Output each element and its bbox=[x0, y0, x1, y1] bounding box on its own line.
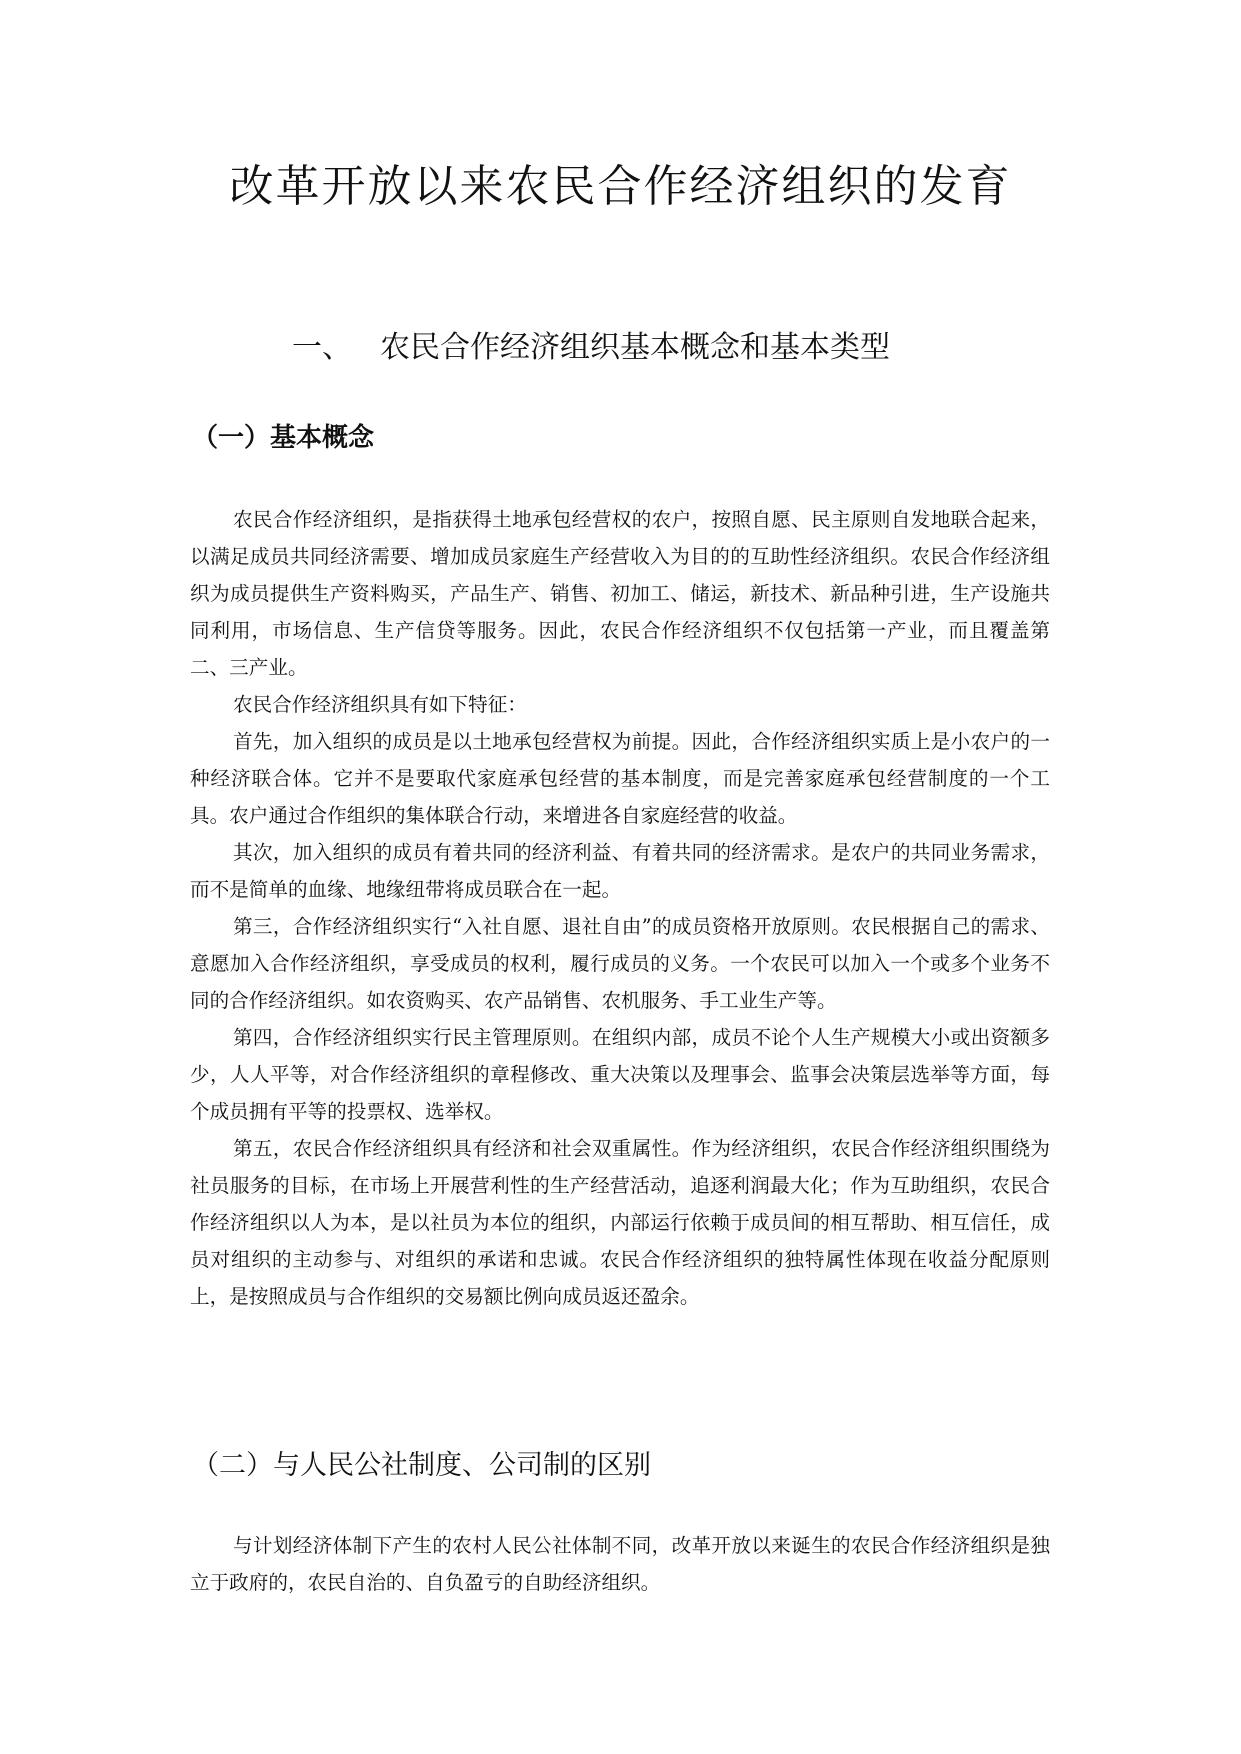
document-title: 改革开放以来农民合作经济组织的发育 bbox=[229, 161, 1012, 212]
paragraph-feature-fifth: 第五，农民合作经济组织具有经济和社会双重属性。作为经济组织，农民合作经济组织围绕为社员服务的目标，在市场上开展营利性的生产经营活动，追逐利润最大化；作为互助组织，农民合作经济组织以人为本，是以社员为本位的组织，内部运行依赖于成员间的相互帮助、相互信任，成员对组织的主动参与、对组织的承诺和忠诚。农民合作经济组织的独特属性体现在收益分配原则上，是按照成员与合作组织的交易额比例向成员返还盈余。 bbox=[190, 1137, 1050, 1308]
paragraph-feature-fourth: 第四，合作经济组织实行民主管理原则。在组织内部，成员不论个人生产规模大小或出资额多少，人人平等，对合作经济组织的章程修改、重大决策以及理事会、监事会决策层选举等方面，每个成员拥有平等的投票权、选举权。 bbox=[190, 1026, 1050, 1123]
section-heading-1 bbox=[292, 322, 890, 366]
section-heading-text: 农民合作经济组织基本概念和基本类型 bbox=[380, 330, 890, 365]
paragraph-feature-first: 首先，加入组织的成员是以土地承包经营权为前提。因此，合作经济组织实质上是小农户的一种经济联合体。它并不是要取代家庭承包经营的基本制度，而是完善家庭承包经营制度的一个工具。农户通过合作组织的集体联合行动，来增进各自家庭经营的收益。 bbox=[190, 730, 1050, 827]
paragraph-feature-third: 第三，合作经济组织实行“入社自愿、退社自由”的成员资格开放原则。农民根据自己的需求、意愿加入合作经济组织，享受成员的权利，履行成员的义务。一个农民可以加入一个或多个业务不同的合作经济组织。如农资购买、农产品销售、农机服务、手工业生产等。 bbox=[190, 915, 1050, 1012]
paragraph-comparison: 与计划经济体制下产生的农村人民公社体制不同，改革开放以来诞生的农民合作经济组织是独立于政府的，农民自治的、自负盈亏的自助经济组织。 bbox=[190, 1534, 1050, 1594]
subsection-1-body bbox=[190, 501, 1050, 1315]
subsection-2-body bbox=[190, 1527, 1050, 1601]
paragraph-features-intro: 农民合作经济组织具有如下特征： bbox=[233, 693, 527, 716]
subsection-heading-1: （一）基本概念 bbox=[192, 423, 375, 453]
paragraph-feature-second: 其次，加入组织的成员有着共同的经济利益、有着共同的经济需求。是农户的共同业务需求，而不是简单的血缘、地缘纽带将成员联合在一起。 bbox=[190, 841, 1050, 901]
subsection-heading-2: （二）与人民公社制度、公司制的区别 bbox=[192, 1450, 651, 1481]
paragraph-definition: 农民合作经济组织，是指获得土地承包经营权的农户，按照自愿、民主原则自发地联合起来，以满足成员共同经济需要、增加成员家庭生产经营收入为目的的互助性经济组织。农民合作经济组织为成员提供生产资料购买，产品生产、销售、初加工、储运，新技术、新品种引进，生产设施共同利用，市场信息、生产信贷等服务。因此，农民合作经济组织不仅包括第一产业，而且覆盖第二、三产业。 bbox=[190, 508, 1050, 679]
section-number: 一、 bbox=[292, 330, 352, 365]
